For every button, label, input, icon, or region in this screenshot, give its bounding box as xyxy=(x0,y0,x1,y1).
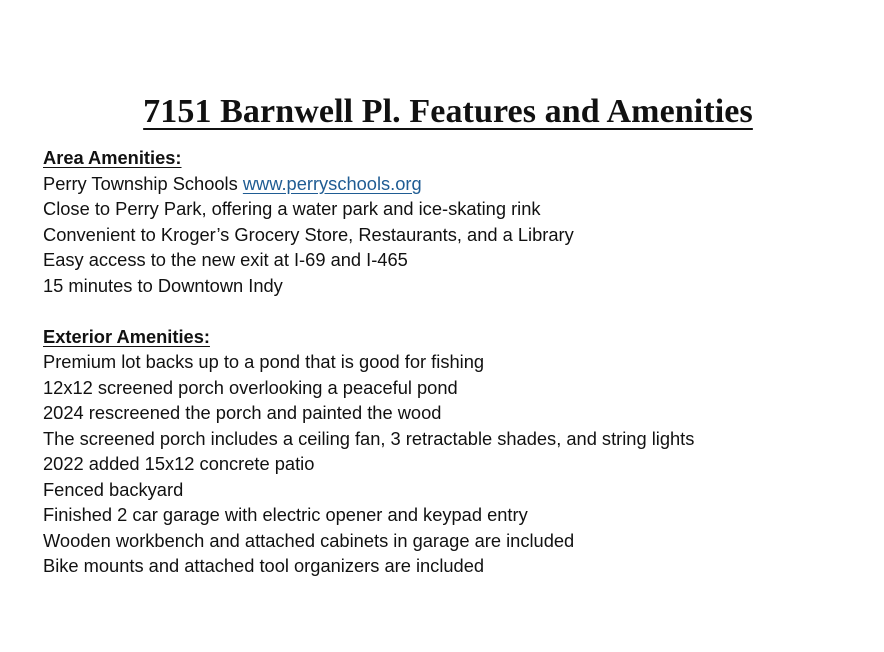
exterior-amenity-item: The screened porch includes a ceiling fan, 3 retractable shades, and string lights xyxy=(43,427,695,449)
area-amenity-item: Easy access to the new exit at I-69 and I-465 xyxy=(43,249,408,270)
area-amenity-item: Close to Perry Park, offering a water park and ice-skating rink xyxy=(43,198,541,219)
schools-website-link[interactable]: www.perryschools.org xyxy=(242,172,422,194)
exterior-amenity-item: 12x12 screened porch overlooking a peaceful pond xyxy=(43,376,458,398)
school-text: Perry Township Schools xyxy=(43,172,238,194)
area-amenity-item: Convenient to Kroger’s Grocery Store, Restaurants, and a Library xyxy=(43,223,574,245)
area-amenity-item: 15 minutes to Downtown Indy xyxy=(43,274,283,296)
exterior-amenity-item: 2024 rescreened the porch and painted the wood xyxy=(43,402,442,423)
exterior-amenity-item: Wooden workbench and attached cabinets in garage are included xyxy=(43,529,575,551)
school-line xyxy=(43,171,873,197)
page-title: 7151 Barnwell Pl. Features and Amenities xyxy=(143,92,753,130)
document-content xyxy=(43,145,873,579)
exterior-amenities-section xyxy=(43,324,873,579)
exterior-amenity-item: 2022 added 15x12 concrete patio xyxy=(43,453,315,474)
area-amenities-section xyxy=(43,145,873,298)
exterior-amenities-heading: Exterior Amenities: xyxy=(43,325,210,347)
exterior-amenity-item: Premium lot backs up to a pond that is good for fishing xyxy=(43,351,485,372)
exterior-amenity-item: Fenced backyard xyxy=(43,478,184,500)
area-amenities-heading: Area Amenities: xyxy=(43,147,182,168)
exterior-amenity-item: Bike mounts and attached tool organizers are included xyxy=(43,555,485,576)
exterior-amenity-item: Finished 2 car garage with electric opener and keypad entry xyxy=(43,504,528,525)
